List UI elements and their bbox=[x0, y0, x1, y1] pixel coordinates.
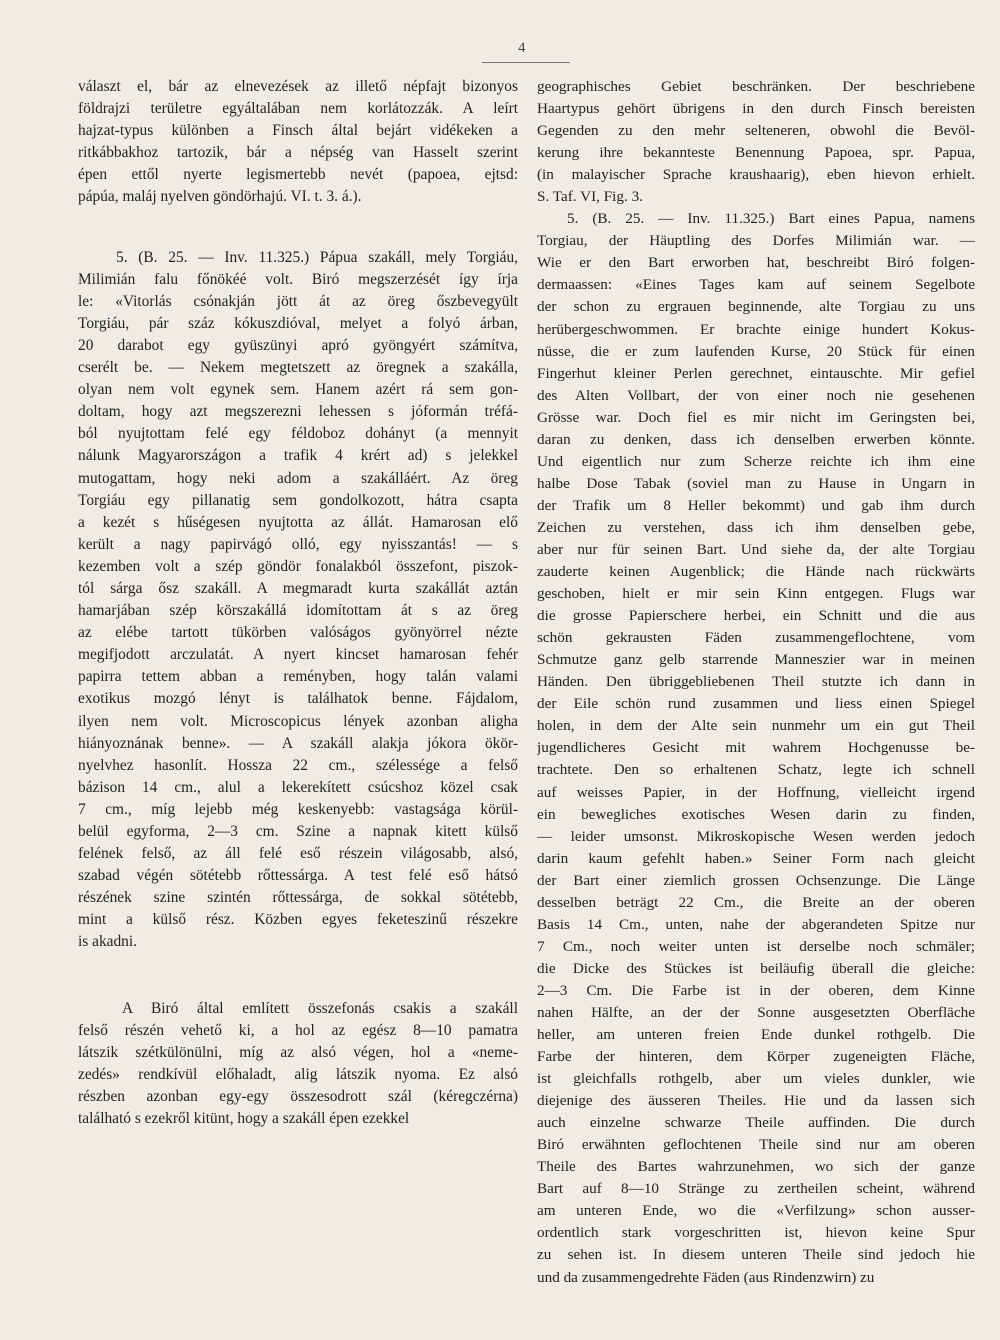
text-line: Schmutze ganz gelb starrende Manneszier war in meinen bbox=[537, 651, 975, 669]
text-line: hiányoznának benne». — A szakáll alakja jókora ökör- bbox=[78, 734, 518, 752]
text-line: holen, in dem der Alte sein nunmehr um ein gut Theil bbox=[537, 717, 975, 735]
text-line: darin kaum gefehlt haben.» Seiner Form nach gleicht bbox=[537, 849, 975, 867]
text-line: 20 darabot egy gyüszünyi apró gyöngyért számítva, bbox=[78, 336, 518, 354]
text-line: ist gleichfalls rothgelb, aber um vieles dunkler, wie bbox=[537, 1070, 975, 1088]
text-line: exotikus mozgó lényt is találhatok benne. Fájdalom, bbox=[78, 690, 518, 708]
text-line: aber nur für seinen Bart. Und siehe da, der alte Torgiau bbox=[537, 540, 975, 558]
text-line: halbe Dose Tabak (soviel man zu Hause in Ungarn in bbox=[537, 474, 975, 492]
text-line: doltam, hogy azt megszerezni lehessen s jóformán tréfá- bbox=[78, 403, 518, 421]
text-line: belül egyforma, 2—3 cm. Szine a napnak kitett külső bbox=[78, 823, 518, 840]
text-line: látszik szétkülönülni, míg az alsó végen, hol a «neme- bbox=[78, 1043, 518, 1061]
text-line: der Eile schön rund zusammen und liess einen Spiegel bbox=[537, 695, 975, 713]
text-line: hajzat-typus különben a Finsch által bejárt vidékeken a bbox=[78, 122, 518, 140]
text-line: der Trafik um 8 Heller bekommt) und gab ihm durch bbox=[537, 496, 975, 514]
text-line: megifjodott arczulatát. A nyert kincset hamarosan fehér bbox=[78, 646, 518, 664]
text-line: épen ettől nyerte legismertebb nevét (papoea, ejtsd: bbox=[78, 166, 518, 184]
text-line: der Bart einer ziemlich grossen Ochsenzunge. Die Länge bbox=[537, 871, 975, 889]
text-line: mint a külső rész. Közben egyes feketeszinű részekre bbox=[78, 911, 518, 929]
right-paragraph-1 bbox=[537, 76, 975, 208]
text-line: tól sárga ősz szakáll. A megmaradt kurta szakállát aztán bbox=[78, 579, 518, 597]
text-line: ein bewegliches exotisches Wesen darin zu finden, bbox=[537, 805, 975, 823]
text-line: le: «Vitorlás csónakján jött át az öreg őszbevegyült bbox=[78, 292, 518, 310]
text-line: bázison 14 cm., alul a lekerekített csúcshoz közel csak bbox=[78, 778, 518, 796]
paragraph-gap bbox=[78, 954, 518, 998]
left-paragraph-1 bbox=[78, 76, 518, 209]
text-line: földrajzi területre egyáltalában nem korlátozzák. A leírt bbox=[78, 100, 518, 118]
text-line: zu sehen ist. In diesem unteren Theile sind jedoch hie bbox=[537, 1246, 975, 1264]
text-line: ilyen nem volt. Microscopicus lények azonban aligha bbox=[78, 712, 518, 730]
text-line: dermaassen: «Eines Tages kam auf seinem Segelbote bbox=[537, 276, 975, 294]
text-line: nahen Hälfte, an der der Sonne ausgesetzten Oberfläche bbox=[537, 1003, 975, 1021]
text-line: die grosse Papierschere herbei, ein Schnitt und die aus bbox=[537, 607, 975, 625]
text-line: kerung ihre bekannteste Benennung Papoea, spr. Papua, bbox=[537, 144, 975, 162]
text-line: Und eigentlich nur zum Scherze reichte ich ihm eine bbox=[537, 452, 975, 470]
text-line: am unteren Ende, wo die «Verfilzung» schon ausser- bbox=[537, 1202, 975, 1220]
text-line: — leider umsonst. Mikroskopische Wesen werden jedoch bbox=[537, 827, 975, 845]
text-line: desselben beträgt 22 Cm., die Breite an der oberen bbox=[537, 893, 975, 911]
text-line: und da zusammengedrehte Fäden (aus Rindenzwirn) zu bbox=[537, 1268, 875, 1286]
text-line: Wie er den Bart erworben hat, beschreibt Biró folgen- bbox=[537, 254, 975, 272]
text-line: pápúa, maláj nyelven göndörhajú. VI. t. 3. á.). bbox=[78, 188, 362, 206]
text-line: került a nagy papirvágó olló, egy nyisszantás! — s bbox=[78, 535, 518, 553]
right-column-german bbox=[537, 76, 975, 1289]
text-line: választ el, bár az elnevezések az illető népfajt bizonyos bbox=[78, 78, 518, 95]
text-line: heller, am unteren freien Ende dunkel rothgelb. Die bbox=[537, 1026, 975, 1044]
text-line: Fingerhut kleiner Perlen gerechnet, eintauschte. Mir gefiel bbox=[537, 364, 975, 382]
text-line: (in malayischer Sprache kraushaarig), eben hievon erhielt. bbox=[537, 166, 975, 184]
text-line: részének szine szintén rőttessárga, de sokkal sötétebb, bbox=[78, 889, 518, 907]
text-line: geschoben, hielt er mir sein Kinn entgegen. Flugs war bbox=[537, 585, 975, 603]
text-line: die Dicke des Stückes ist beiläufig überall die gleiche: bbox=[537, 959, 975, 977]
text-line: zedés» rendkívül előhaladt, alig látszik nyoma. Ez alsó bbox=[78, 1065, 518, 1083]
paragraph-gap bbox=[78, 209, 518, 247]
text-line: Händen. Den übriggebliebenen Theil stutzte ich dann in bbox=[537, 673, 975, 691]
text-line: schön gekrausten Fäden zusammengeflochtene, vom bbox=[537, 629, 975, 647]
text-line: felső részén vehető ki, a hol az egész 8—10 pamatra bbox=[78, 1021, 518, 1039]
text-line: cserélt be. — Nekem megtetszett az öregnek a szakálla, bbox=[78, 359, 518, 377]
text-line: des Alten Vollbart, der von einer noch nie gesehenen bbox=[537, 386, 975, 404]
text-line: daran zu denken, dass ich denselben erwerben könnte. bbox=[537, 430, 975, 448]
text-line: Torgiáu, pár száz kókuszdióval, melyet a folyó árban, bbox=[78, 314, 518, 332]
left-column-hungarian bbox=[78, 76, 518, 1130]
text-line: Grösse war. Doch fiel es mir nicht im Geringsten bei, bbox=[537, 408, 975, 426]
left-paragraph-2 bbox=[78, 247, 518, 954]
text-line: Gegenden zu den mehr selteneren, obwohl die Bevöl- bbox=[537, 122, 975, 140]
text-line: auf weisses Papier, in der Hoffnung, vielleicht irgend bbox=[537, 783, 975, 801]
text-line: Farbe der hinteren, dem Körper zugeneigten Fläche, bbox=[537, 1048, 975, 1066]
text-line: kezemben volt a szép göndör fonalakból összefont, piszok- bbox=[78, 557, 518, 575]
text-line: Theile des Bartes wahrzunehmen, wo sich der ganze bbox=[537, 1158, 975, 1176]
text-line: Torgiau, der Häuptling des Dorfes Milimián war. — bbox=[537, 232, 975, 250]
text-line: ritkábbakhoz tartozik, bár a népség van Hasselt szerint bbox=[78, 144, 518, 162]
text-line: Basis 14 Cm., unten, nahe der abgerandeten Spitze nur bbox=[537, 915, 975, 933]
right-paragraph-2 bbox=[537, 208, 975, 1288]
text-line: 2—3 Cm. Die Farbe ist in der oberen, dem Kinne bbox=[537, 981, 975, 999]
text-line: A Biró által említett összefonás csakis a szakáll bbox=[122, 999, 518, 1017]
text-line: auch einzelne schwarze Theile auffinden. Die durch bbox=[537, 1114, 975, 1132]
text-line: a kezét s hűségesen nyujtotta az állát. Hamarosan elő bbox=[78, 513, 518, 531]
text-line: részben azonban egy-egy összesodrott szál (kéregczérna) bbox=[78, 1087, 518, 1105]
text-line: herübergeschwommen. Er brachte einige hundert Kokus- bbox=[537, 320, 975, 338]
text-line: nyelvhez hasonlít. Hossza 22 cm., szélessége a felső bbox=[78, 756, 518, 774]
text-line: zauderte keinen Augenblick; die Hände nach rückwärts bbox=[537, 563, 975, 581]
text-line: 7 cm., míg lejebb még keskenyebb: vastagsága körül- bbox=[78, 800, 518, 818]
text-line: olyan nem volt egynek sem. Hanem azért rá sem gon- bbox=[78, 381, 518, 399]
text-line: nálunk Magyarországon a trafik 4 krért ad) s jelekkel bbox=[78, 447, 518, 465]
text-line: der schon zu ergrauen beginnende, alte Torgiau zu uns bbox=[537, 298, 975, 316]
text-line: ordentlich stark vorgeschritten ist, hievon keine Spur bbox=[537, 1224, 975, 1242]
text-line: is akadni. bbox=[78, 933, 137, 951]
text-line: diejenige des äusseren Theiles. Hie und da lassen sich bbox=[537, 1092, 975, 1110]
text-line: felének felső, az áll felé eső részein világosabb, alsó, bbox=[78, 845, 518, 863]
text-line: jugendlicheres Gesicht mit wahrem Hochgenusse be- bbox=[537, 739, 975, 757]
text-line: ból nyujtottam felé egy féldoboz dohányt (a mennyit bbox=[78, 425, 518, 443]
text-line: mutogattam, hogy neki adom a szakálláért. Az öreg bbox=[78, 469, 518, 487]
text-line: 7 Cm., noch weiter unten ist derselbe noch schmäler; bbox=[537, 937, 975, 955]
text-line: Bart auf 8—10 Stränge zu zertheilen scheint, während bbox=[537, 1180, 975, 1198]
page-number: 4 bbox=[518, 40, 526, 56]
text-line: 5. (B. 25. — Inv. 11.325.) Pápua szakáll, mely Torgiáu, bbox=[116, 248, 518, 266]
page-number-rule bbox=[482, 62, 570, 63]
text-line: szabad végén sötétebb rőttessárga. A test felé eső hátsó bbox=[78, 867, 518, 885]
text-line: 5. (B. 25. — Inv. 11.325.) Bart eines Papua, namens bbox=[567, 210, 975, 228]
text-line: az elébe tartott tükörben valóságos gyönyörrel nézte bbox=[78, 624, 518, 642]
text-line: Zeichen zu verstehen, dass ich ihm denselben gebe, bbox=[537, 518, 975, 536]
text-line: található s ezekről kitünt, hogy a szakáll épen ezekkel bbox=[78, 1110, 410, 1128]
text-line: trachtete. Den so erhaltenen Schatz, legte ich schnell bbox=[537, 761, 975, 779]
text-line: Torgiáu egy pillanatig sem gondolkozott, hátra csapta bbox=[78, 491, 518, 509]
text-line: geographisches Gebiet beschränken. Der beschriebene bbox=[537, 78, 975, 95]
text-line: hamarjában szép körszakállá idomítottam át s az öreg bbox=[78, 602, 518, 620]
text-line: S. Taf. VI, Fig. 3. bbox=[537, 188, 643, 206]
text-line: Milimián falu főnökéé volt. Biró megszerzését így írja bbox=[78, 270, 518, 288]
text-line: Biró erwähnten geflochtenen Theile sind nur am oberen bbox=[537, 1136, 975, 1154]
text-line: Haartypus gehört übrigens in den durch Finsch bereisten bbox=[537, 100, 975, 118]
text-line: papirra tettem abban a reményben, hogy talán valami bbox=[78, 668, 518, 686]
text-line: nüsse, die er zum laufenden Kurse, 20 Stück für einen bbox=[537, 342, 975, 360]
left-paragraph-3 bbox=[78, 998, 518, 1131]
